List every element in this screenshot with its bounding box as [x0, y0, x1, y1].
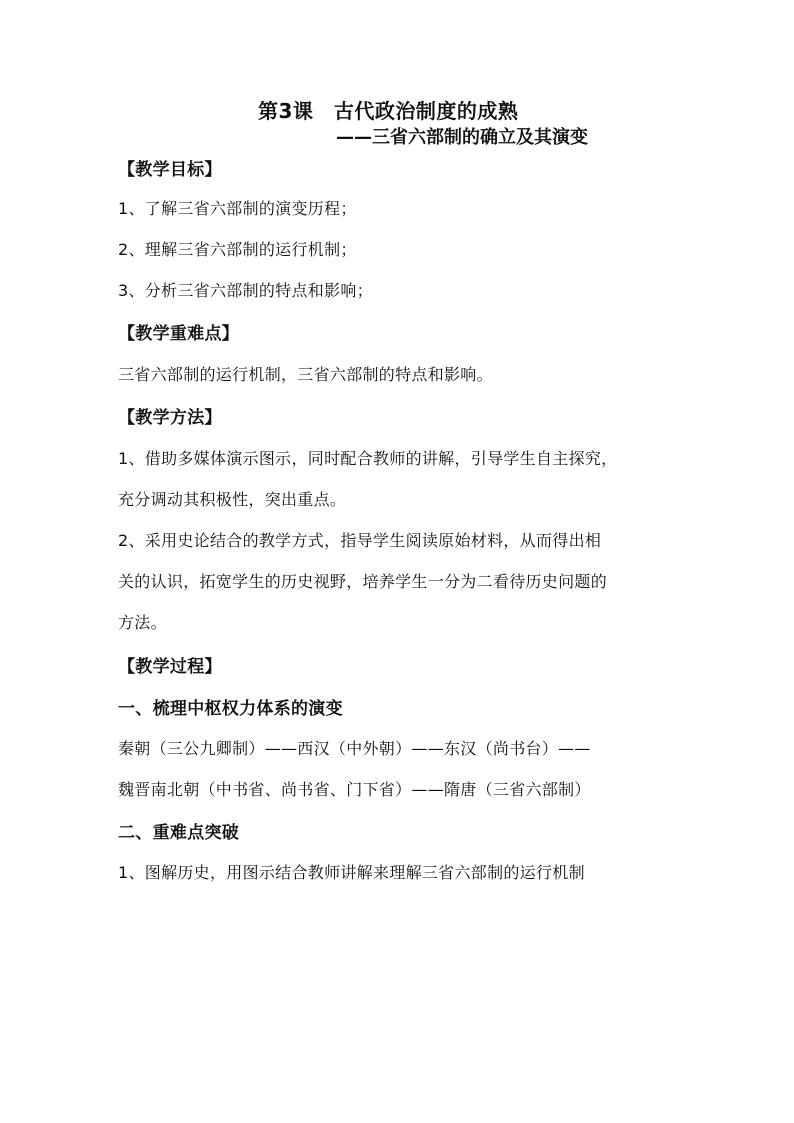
methods-heading: 【教学方法】 — [118, 408, 222, 428]
lesson-title: 第3课 古代政治制度的成熟 — [258, 99, 519, 123]
method-item-2-line-1: 2、采用史论结合的教学方式，指导学生阅读原始材料，从而得出相 — [118, 531, 602, 550]
lesson-subtitle: ——三省六部制的确立及其演变 — [336, 127, 588, 148]
key-points-text: 三省六部制的运行机制，三省六部制的特点和影响。 — [118, 365, 493, 384]
process-part-1-line-2: 魏晋南北朝（中书省、尚书省、门下省）——隋唐（三省六部制） — [118, 780, 591, 799]
method-item-2-line-2: 关的认识，拓宽学生的历史视野，培养学生一分为二看待历史问题的 — [118, 572, 608, 591]
objective-item-1: 1、了解三省六部制的演变历程； — [118, 199, 357, 218]
process-part-2-heading: 二、重难点突破 — [118, 823, 240, 843]
method-item-1-line-2: 充分调动其积极性，突出重点。 — [118, 490, 347, 509]
method-item-2-line-3: 方法。 — [118, 613, 167, 632]
process-part-1-heading: 一、梳理中枢权力体系的演变 — [118, 699, 343, 719]
method-item-1-line-1: 1、借助多媒体演示图示，同时配合教师的讲解，引导学生自主探究， — [118, 449, 618, 468]
process-part-2-item-1: 1、图解历史，用图示结合教师讲解来理解三省六部制的运行机制 — [118, 863, 585, 882]
objective-item-2: 2、理解三省六部制的运行机制； — [118, 240, 357, 259]
key-points-heading: 【教学重难点】 — [118, 324, 240, 344]
objectives-heading: 【教学目标】 — [118, 160, 222, 180]
process-heading: 【教学过程】 — [118, 657, 222, 677]
process-part-1-line-1: 秦朝（三公九卿制）——西汉（中外朝）——东汉（尚书台）—— — [118, 739, 591, 758]
objective-item-3: 3、分析三省六部制的特点和影响； — [118, 281, 373, 300]
